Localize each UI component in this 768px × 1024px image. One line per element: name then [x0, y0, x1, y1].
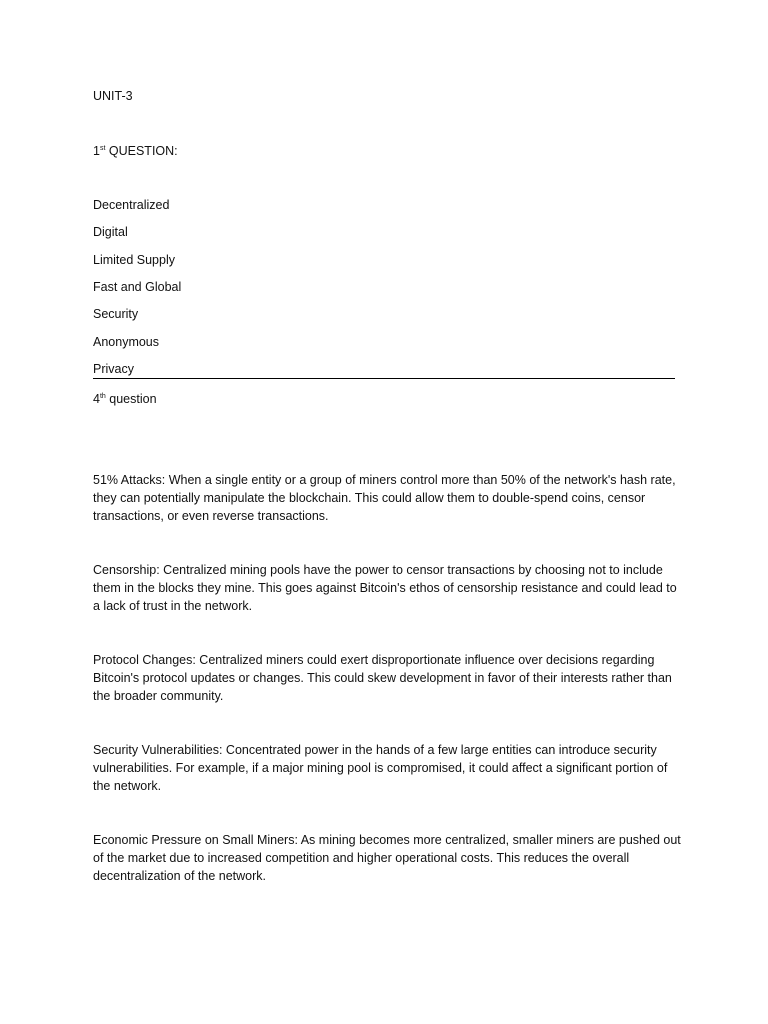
question-4-heading	[93, 391, 157, 407]
list-item: Fast and Global	[93, 280, 182, 294]
paragraph-51-percent-attacks: 51% Attacks: When a single entity or a group of miners control more than 50% of the network's hash rate, they can potentially manipulate the blockchain. This could allow them to double-spend coins, censor transactions, or even reverse transactions.	[93, 473, 676, 523]
question-4-label: question	[105, 392, 157, 406]
list-item: Anonymous	[93, 335, 160, 349]
question-1-suffix: st	[99, 144, 106, 152]
horizontal-divider	[93, 378, 675, 379]
paragraph-censorship: Censorship: Centralized mining pools have the power to censor transactions by choosing not to include them in the blocks they mine. This goes against Bitcoin's ethos of censorship resistance and could lead to a lack of trust in the network.	[93, 563, 677, 613]
question-1-heading	[93, 143, 178, 159]
list-item: Security	[93, 307, 139, 321]
question-4-suffix: th	[99, 392, 106, 400]
question-4-number: 4	[93, 392, 100, 406]
paragraph-economic-pressure: Economic Pressure on Small Miners: As mining becomes more centralized, smaller miners are pushed out of the market due to increased competition and higher operational costs. This reduces the overall decentralization of the network.	[93, 833, 681, 883]
unit-title: UNIT-3	[93, 89, 133, 103]
question-1-label: QUESTION:	[105, 144, 178, 158]
paragraph-security-vulnerabilities: Security Vulnerabilities: Concentrated power in the hands of a few large entities can introduce security vulnerabilities. For example, if a major mining pool is compromised, it could affect a significant portion of the network.	[93, 743, 668, 793]
question-1-number: 1	[93, 144, 100, 158]
list-item: Privacy	[93, 362, 134, 376]
list-item: Limited Supply	[93, 253, 175, 267]
paragraph-protocol-changes: Protocol Changes: Centralized miners could exert disproportionate influence over decisions regarding Bitcoin's protocol updates or changes. This could skew development in favor of their interests rather than the broader community.	[93, 653, 672, 703]
list-item: Digital	[93, 225, 128, 239]
list-item: Decentralized	[93, 198, 170, 212]
